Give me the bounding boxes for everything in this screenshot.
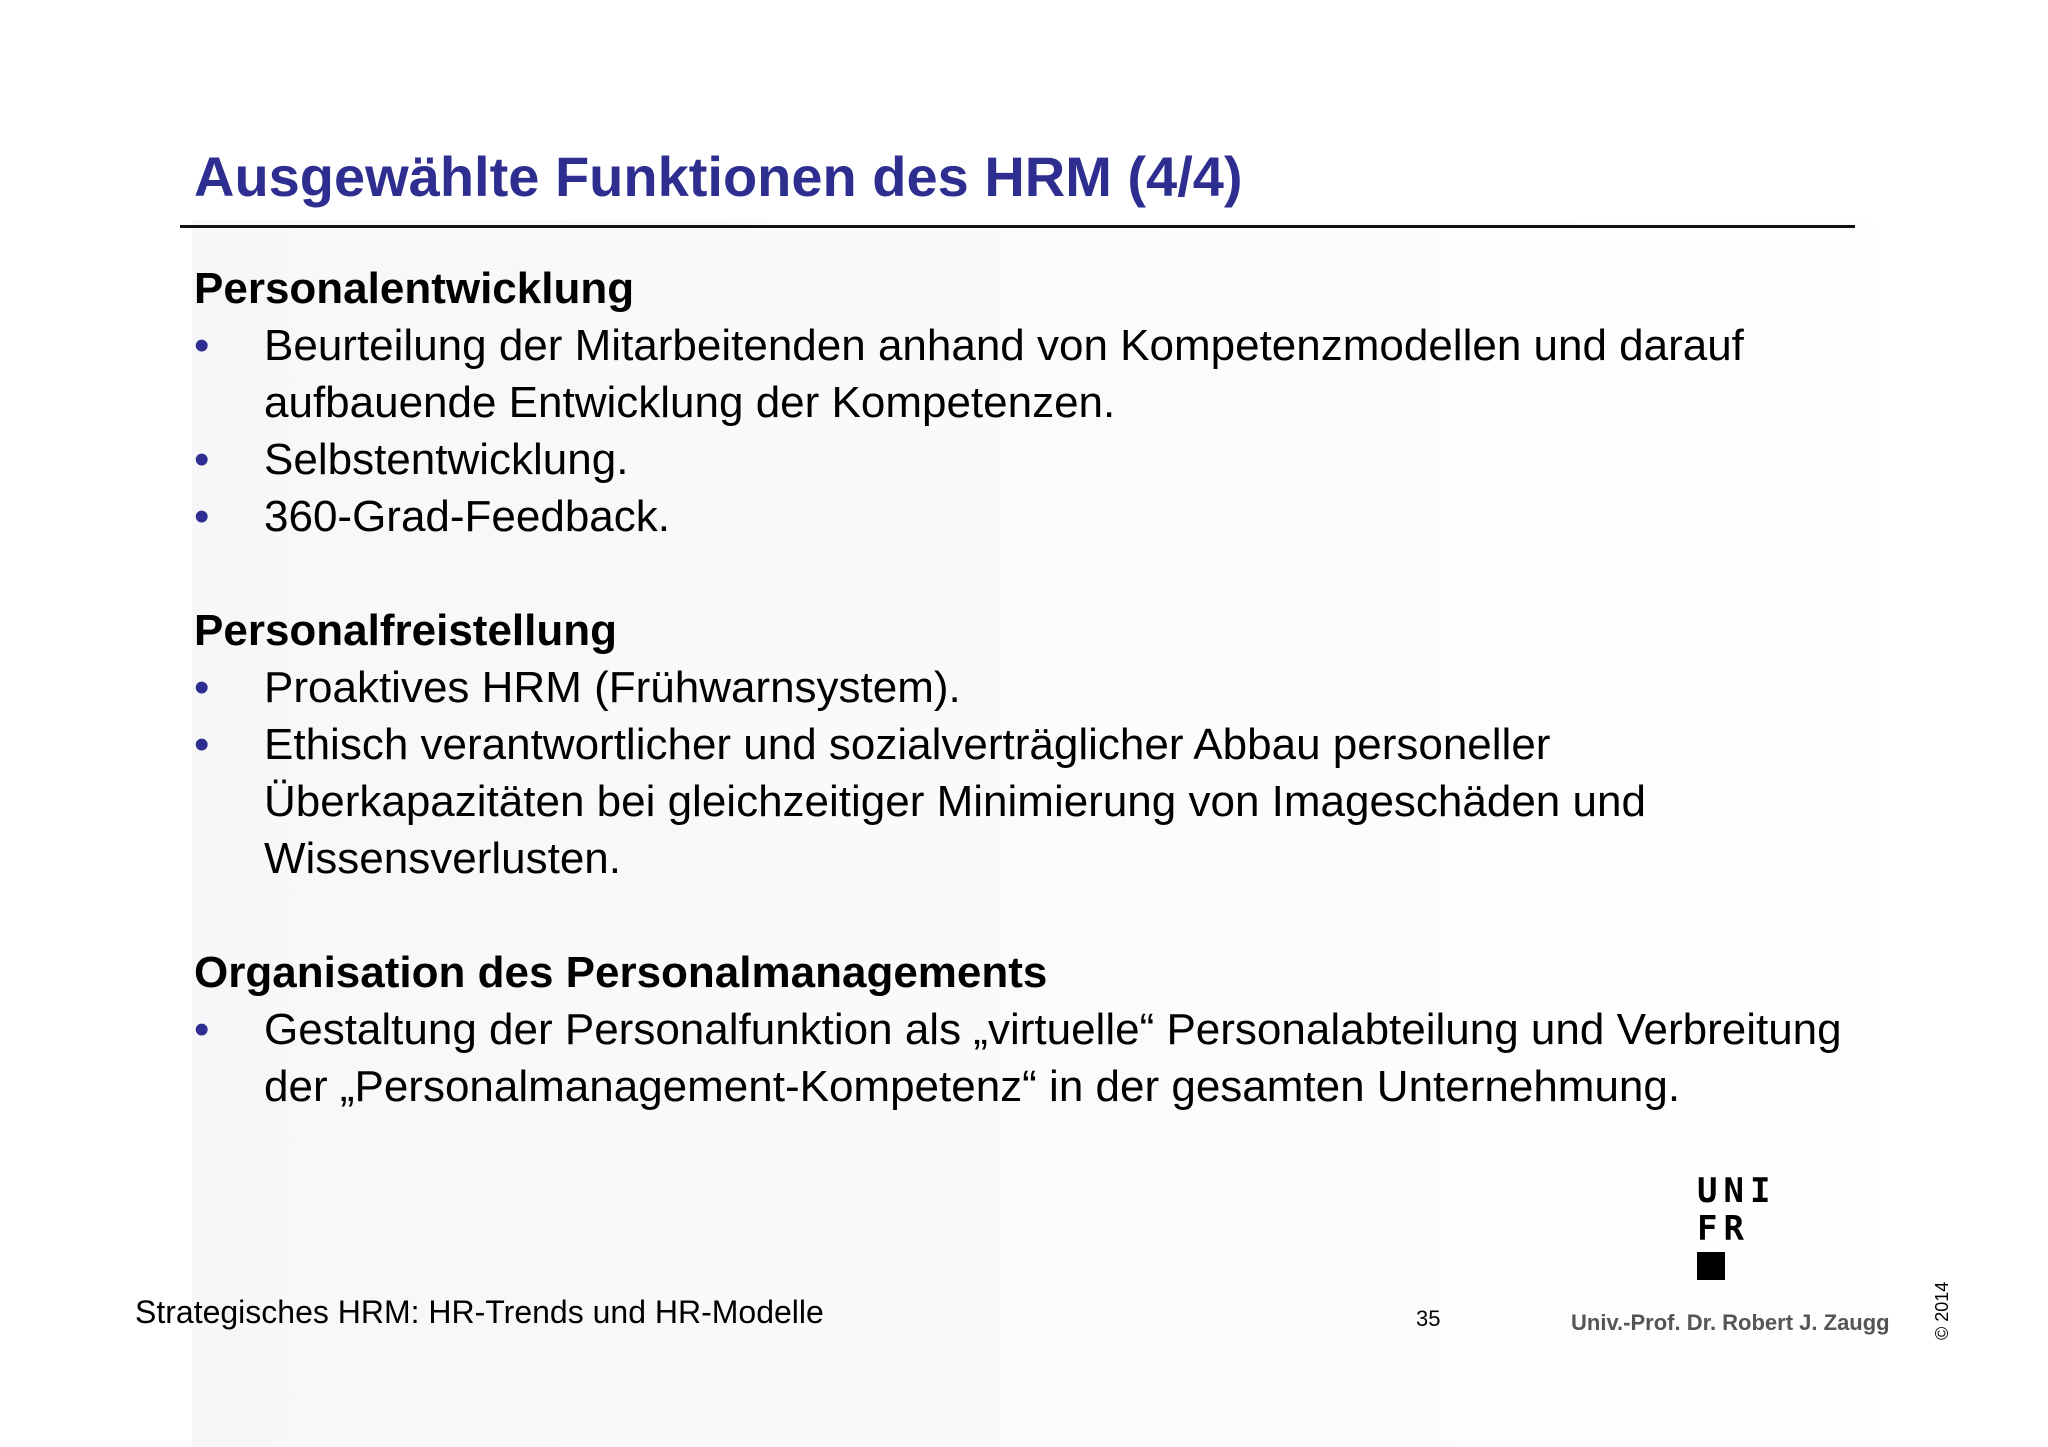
logo-line-fr: FR [1697,1209,1750,1249]
copyright-notice: © 2014 [1932,1281,1952,1340]
bullet-item [194,431,1854,488]
slide-title: Ausgewählte Funktionen des HRM (4/4) [194,145,1243,208]
footer-course-title: Strategisches HRM: HR-Trends und HR-Modelle [135,1294,824,1330]
bullet-icon: • [194,1005,210,1054]
bullet-icon: • [194,492,210,541]
bullet-icon: • [194,435,210,484]
section-personalfreistellung [194,602,1854,887]
bullet-item [194,1001,1854,1115]
section-personalentwicklung [194,260,1854,545]
bullet-icon: • [194,663,210,712]
bullet-icon: • [194,720,210,769]
section-heading: Organisation des Personalmanagements [194,948,1048,997]
logo-line-uni: UNI [1697,1171,1777,1211]
bullet-item [194,317,1854,431]
bullet-list [194,1001,1854,1115]
bullet-text: Beurteilung der Mitarbeitenden anhand von Kompetenzmodellen und darauf aufbauende Entwicklung der Kompetenzen. [264,321,1744,427]
bullet-text: Selbstentwicklung. [264,435,629,484]
slide-content [194,260,1854,1172]
section-organisation [194,944,1854,1115]
logo-square-icon [1697,1252,1725,1280]
bullet-item [194,659,1854,716]
bullet-list [194,659,1854,887]
unifr-logo [1697,1172,1797,1290]
bullet-item [194,488,1854,545]
footer-author: Univ.-Prof. Dr. Robert J. Zaugg [1571,1310,1890,1335]
bullet-text: 360-Grad-Feedback. [264,492,670,541]
page-number: 35 [1416,1306,1441,1331]
bullet-list [194,317,1854,545]
bullet-text: Proaktives HRM (Frühwarnsystem). [264,663,961,712]
bullet-text: Ethisch verantwortlicher und sozialverträglicher Abbau personeller Überkapazitäten bei gleichzeitiger Minimierung von Imageschäden und Wissensverlusten. [264,720,1646,883]
bullet-item [194,716,1854,887]
section-heading: Personalfreistellung [194,606,618,655]
title-divider [180,225,1855,228]
section-heading: Personalentwicklung [194,264,635,313]
bullet-icon: • [194,321,210,370]
bullet-text: Gestaltung der Personalfunktion als „virtuelle“ Personalabteilung und Verbreitung der „Personalmanagement-Kompetenz“ in der gesamten Unternehmung. [264,1005,1842,1111]
